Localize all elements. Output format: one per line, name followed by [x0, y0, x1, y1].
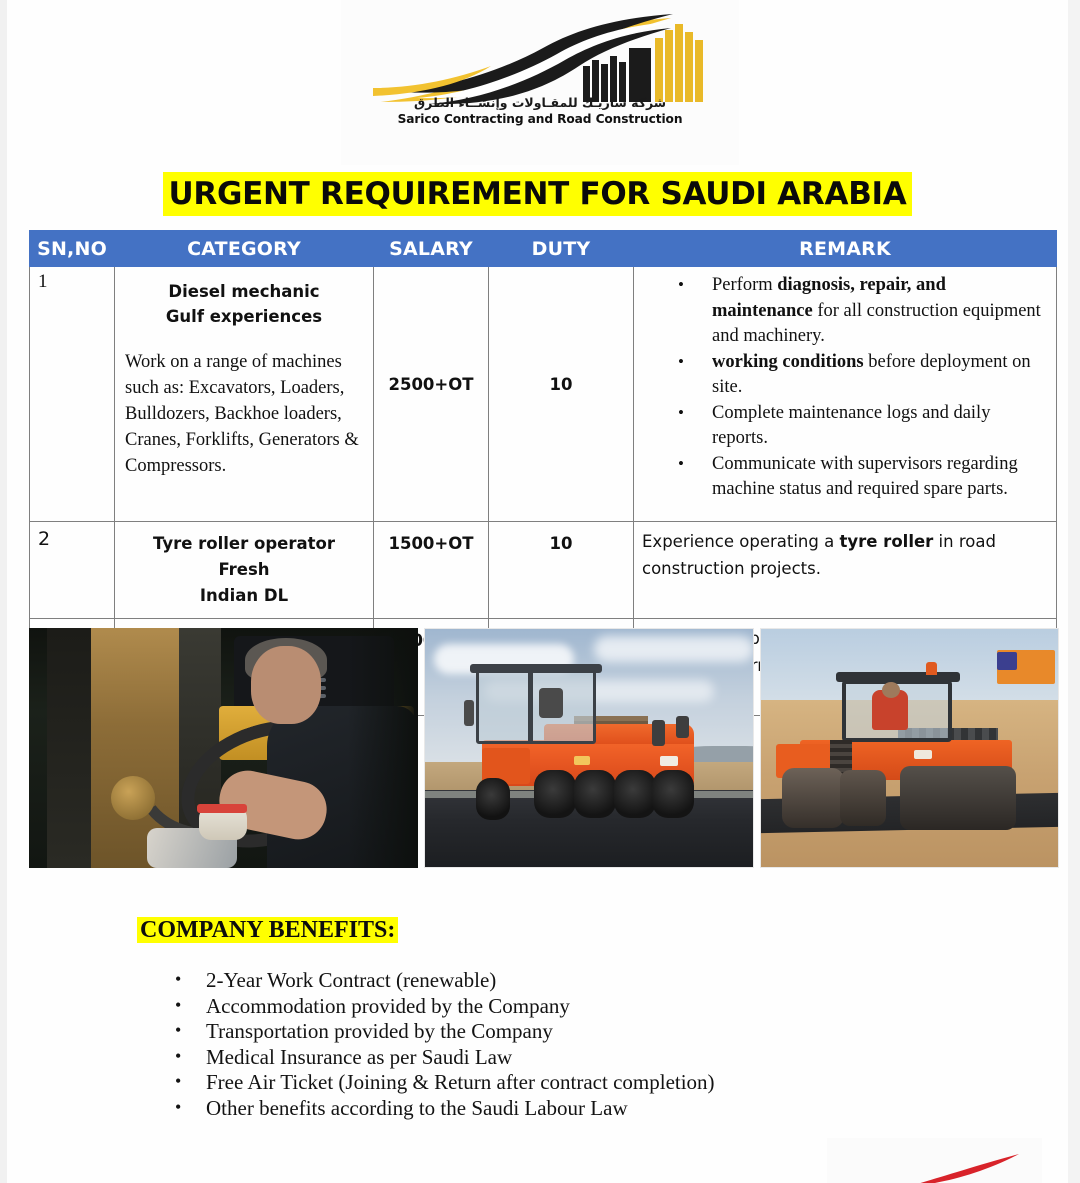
- company-logo: [341, 0, 739, 165]
- benefits-title-text: COMPANY BENEFITS:: [137, 917, 398, 943]
- cell-remark: [634, 267, 1057, 522]
- list-item: • Accommodation provided by the Company: [170, 994, 715, 1020]
- table-header-row: [30, 231, 1057, 267]
- cell-duty: [489, 267, 634, 522]
- cell-category: [115, 267, 374, 522]
- remark-bullet: • Communicate with supervisors regarding machine status and required spare parts.: [640, 452, 1046, 503]
- company-logo-band: [341, 0, 739, 165]
- cell-salary: [374, 522, 489, 619]
- remark-text: Experience operating a tyre roller in road construction projects.: [642, 532, 996, 578]
- column-header-salary: SALARY: [374, 231, 489, 267]
- category-heading-line2: Gulf experiences: [165, 307, 323, 326]
- cell-remark: [634, 522, 1057, 619]
- footer-graphic-area: [827, 1138, 1042, 1183]
- list-item: • Transportation provided by the Company: [170, 1019, 715, 1045]
- benefits-title: [137, 915, 398, 946]
- cell-duty: [489, 522, 634, 619]
- cell-sn: 2: [30, 522, 115, 619]
- column-header-duty: DUTY: [489, 231, 634, 267]
- duty-value: 10: [549, 375, 573, 394]
- remark-bullet: • Complete maintenance logs and daily reports.: [640, 401, 1046, 452]
- table-row: [30, 522, 1057, 619]
- page-content: [7, 0, 1068, 1183]
- benefits-list: [170, 968, 715, 1121]
- iron-drum-road-roller-on-site-photo: [760, 628, 1059, 868]
- duty-value: 10: [549, 534, 573, 553]
- logo-english-name: Sarico Contracting and Road Construction: [397, 112, 683, 126]
- cell-salary: [374, 267, 489, 522]
- category-description: Work on a range of machines such as: Excavators, Loaders, Bulldozers, Backhoe loaders, Cranes, Forklifts, Generators & Compressors.: [125, 352, 359, 476]
- list-item: • Medical Insurance as per Saudi Law: [170, 1045, 715, 1071]
- list-item: • Other benefits according to the Saudi Labour Law: [170, 1096, 715, 1122]
- salary-value: 2500+OT: [388, 375, 474, 394]
- page-title: URGENT REQUIREMENT FOR SAUDI ARABIA: [163, 172, 913, 216]
- logo-arabic-name: شركة ساريـك للمقـاولات وإنشــاء الطرق: [413, 95, 667, 110]
- table-row: [30, 267, 1057, 522]
- list-item: • Free Air Ticket (Joining & Return after contract completion): [170, 1070, 715, 1096]
- category-line2: Indian DL: [199, 586, 289, 605]
- category-heading-line1: Diesel mechanic: [168, 282, 320, 301]
- column-header-sn: SN,NO: [30, 231, 115, 267]
- pneumatic-tyre-roller-on-road-photo: [424, 628, 754, 868]
- photo-strip: [29, 628, 1059, 868]
- remark-bullet: • working conditions before deployment on site.: [640, 350, 1046, 401]
- remark-bullet-list: [640, 273, 1046, 503]
- mechanic-repairing-machinery-photo: [29, 628, 418, 868]
- document-title-row: [7, 172, 1068, 216]
- column-header-remark: REMARK: [634, 231, 1057, 267]
- red-swoosh-icon: [915, 1154, 1035, 1183]
- remark-bullet: • Perform diagnosis, repair, and maintenance for all construction equipment and machinery.: [640, 273, 1046, 350]
- cell-category: [115, 522, 374, 619]
- column-header-category: CATEGORY: [115, 231, 374, 267]
- cell-sn: 1: [30, 267, 115, 522]
- table-header: [30, 231, 1057, 267]
- list-item: • 2-Year Work Contract (renewable): [170, 968, 715, 994]
- salary-value: 1500+OT: [388, 534, 474, 553]
- category-line1: Tyre roller operator Fresh: [153, 534, 335, 579]
